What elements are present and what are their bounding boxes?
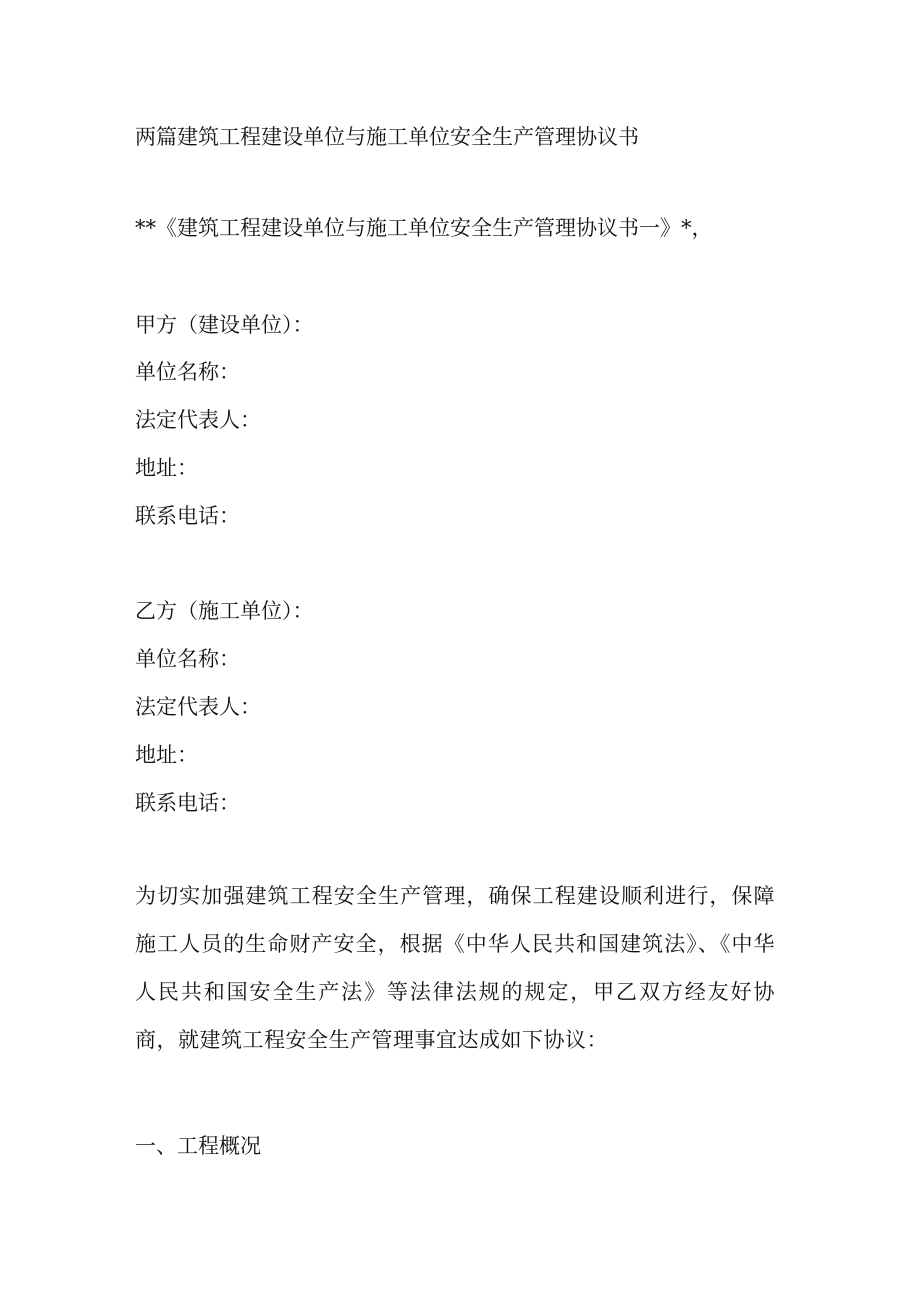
party-a-address: 地址： <box>135 456 198 480</box>
party-b-legal-rep: 法定代表人： <box>135 695 261 719</box>
party-a-phone: 联系电话： <box>135 504 240 528</box>
document-title: 两篇建筑工程建设单位与施工单位安全生产管理协议书 <box>135 125 639 149</box>
party-b-unit-name: 单位名称： <box>135 647 240 671</box>
party-a-legal-rep: 法定代表人： <box>135 408 261 432</box>
party-b-phone: 联系电话： <box>135 791 240 815</box>
section-1-heading: 一、工程概况 <box>135 1134 261 1158</box>
document-subtitle: **《建筑工程建设单位与施工单位安全生产管理协议书一》*， <box>135 216 713 240</box>
party-a-heading: 甲方（建设单位）： <box>135 313 314 337</box>
party-a-unit-name: 单位名称： <box>135 360 240 384</box>
party-b-heading: 乙方（施工单位）： <box>135 599 314 623</box>
party-b-address: 地址： <box>135 743 198 767</box>
intro-paragraph: 为切实加强建筑工程安全生产管理，确保工程建设顺利进行，保障施工人员的生命财产安全，根据《中华人民共和国建筑法》、《中华人民共和国安全生产法》等法律法规的规定，甲乙双方经友好协商，就建筑工程安全生产管理事宜达成如下协议： <box>135 884 775 1052</box>
